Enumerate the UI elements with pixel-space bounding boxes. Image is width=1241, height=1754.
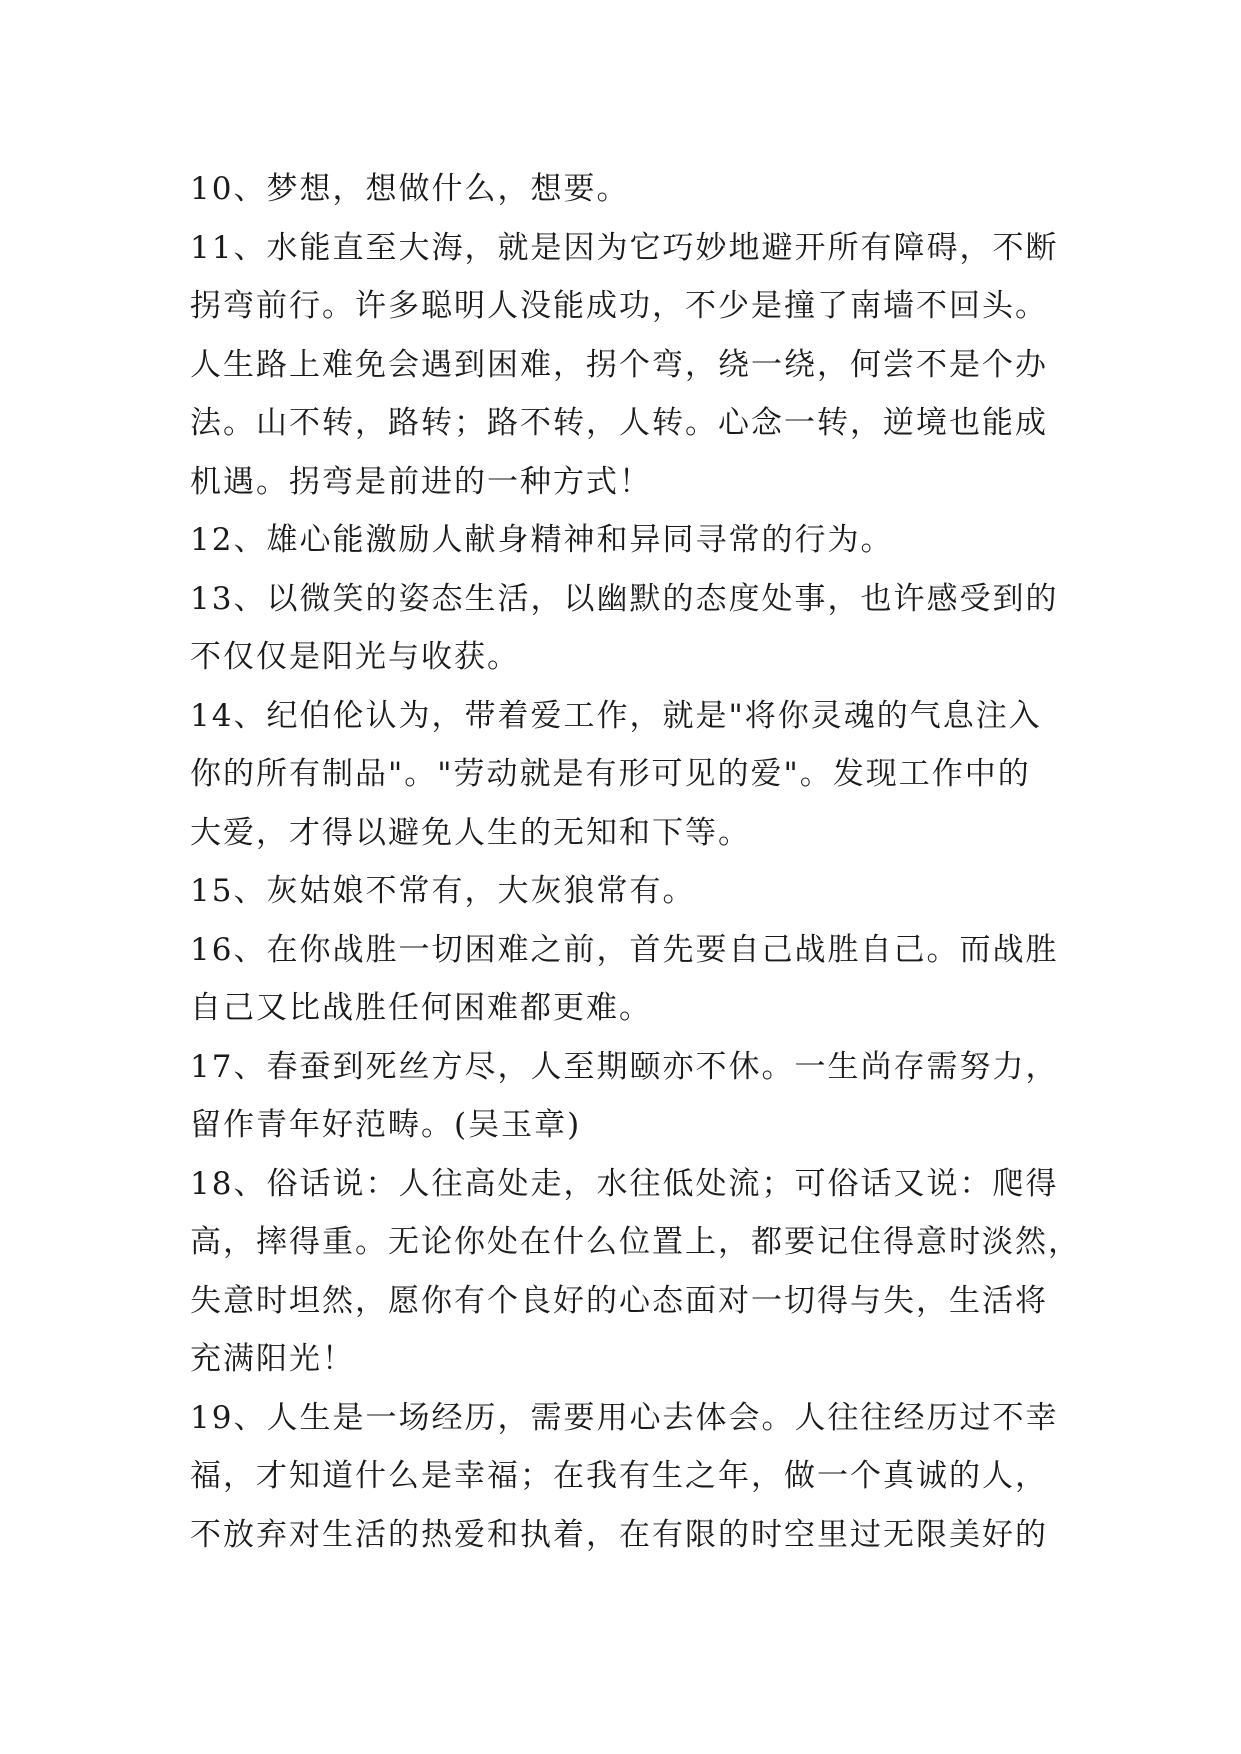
text-line: 15、灰姑娘不常有，大灰狼常有。 [190, 873, 696, 909]
text-line: 自己又比战胜任何困难都更难。 [190, 990, 652, 1026]
text-line: 大爱，才得以避免人生的无知和下等。 [190, 814, 751, 851]
text-line: 14、纪伯伦认为，带着爱工作，就是"将你灵魂的气息注入 [190, 697, 1042, 734]
text-line: 18、俗话说：人往高处走，水往低处流；可俗话又说：爬得 [190, 1165, 1059, 1202]
text-line: 12、雄心能激励人献身精神和异同寻常的行为。 [190, 522, 894, 558]
text-line: 你的所有制品"。"劳动就是有形可见的爱"。发现工作中的 [190, 756, 1031, 792]
text-line: 19、人生是一场经历，需要用心去体会。人往往经历过不幸 [190, 1399, 1059, 1436]
text-line: 福，才知道什么是幸福；在我有生之年，做一个真诚的人， [190, 1458, 1048, 1494]
text-line: 17、春蚕到死丝方尽，人至期颐亦不休。一生尚存需努力， [190, 1048, 1059, 1085]
text-line: 不仅仅是阳光与收获。 [190, 639, 520, 675]
text-line: 人生路上难免会遇到困难，拐个弯，绕一绕，何尝不是个办 [190, 346, 1048, 383]
text-line: 法。山不转，路转；路不转，人转。心念一转，逆境也能成 [190, 405, 1048, 441]
text-line: 拐弯前行。许多聪明人没能成功，不少是撞了南墙不回头。 [190, 288, 1048, 324]
text-line: 机遇。拐弯是前进的一种方式！ [190, 463, 652, 500]
text-line: 13、以微笑的姿态生活，以幽默的态度处事，也许感受到的 [190, 580, 1059, 617]
text-line: 16、在你战胜一切困难之前，首先要自己战胜自己。而战胜 [190, 931, 1059, 968]
text-line: 11、水能直至大海，就是因为它巧妙地避开所有障碍，不断 [190, 229, 1059, 266]
document-body [190, 160, 1081, 1564]
text-line: 失意时坦然，愿你有个良好的心态面对一切得与失，生活将 [190, 1282, 1048, 1319]
text-line: 10、梦想，想做什么，想要。 [190, 171, 630, 207]
text-line: 留作青年好范畴。(吴玉章) [190, 1107, 582, 1143]
text-line: 充满阳光！ [190, 1341, 355, 1377]
text-line: 高，摔得重。无论你处在什么位置上，都要记住得意时淡然， [190, 1224, 1081, 1260]
text-line: 不放弃对生活的热爱和执着，在有限的时空里过无限美好的 [190, 1516, 1048, 1553]
